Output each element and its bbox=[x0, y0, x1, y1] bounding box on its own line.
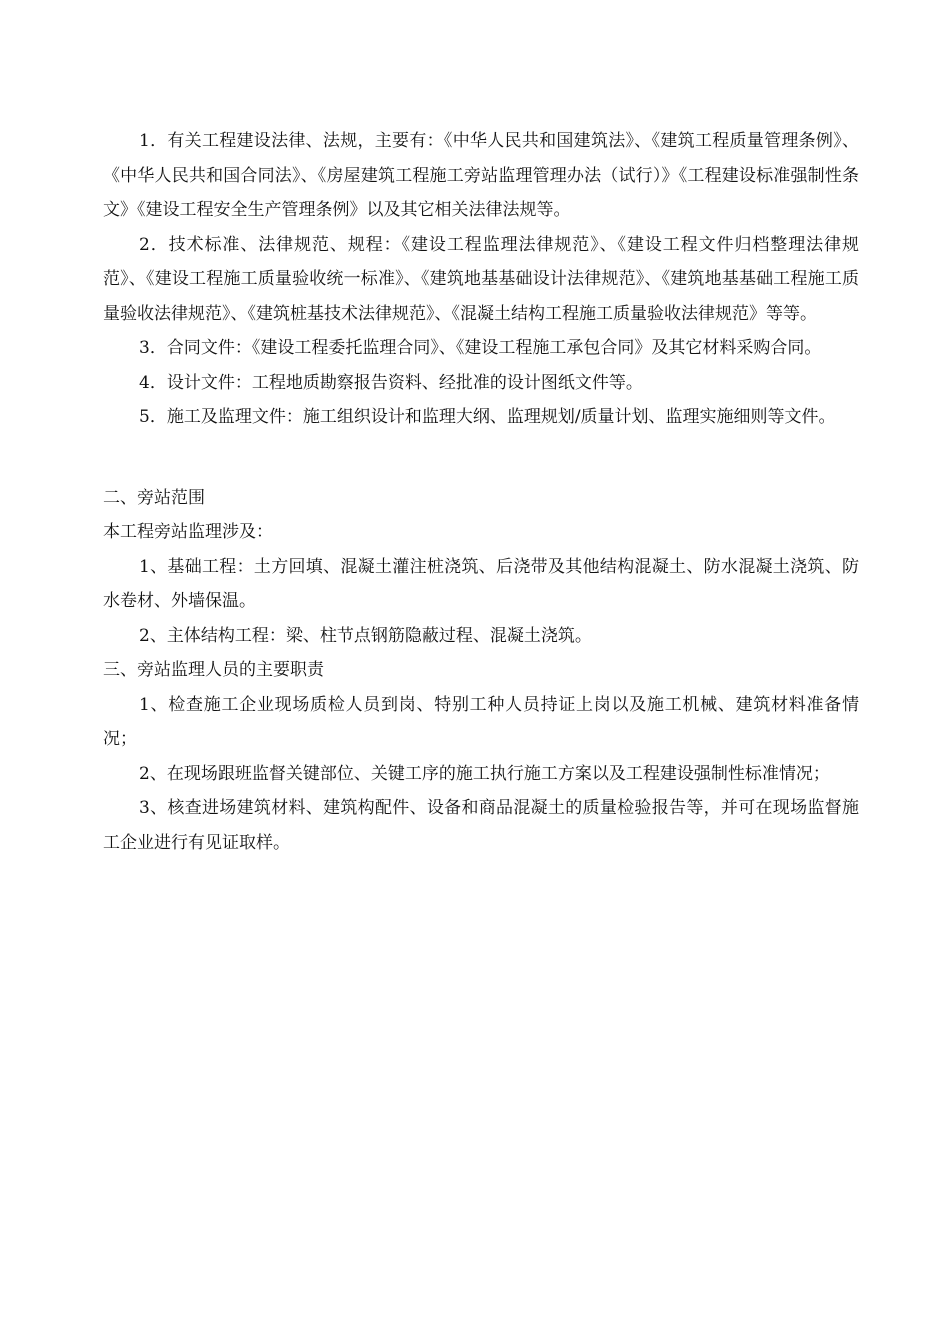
basis-item-standards: 2．技术标准、法律规范、规程：《建设工程监理法律规范》、《建设工程文件归档整理法律规范》、《建设工程施工质量验收统一标准》、《建筑地基基础设计法律规范》、《建筑地基基础工程施工质量验收法律规范》、《建筑桩基技术法律规范》、《混凝土结构工程施工质量验收法律规范》等等。 bbox=[103, 234, 859, 324]
section-heading-scope: 二、旁站范围 bbox=[103, 487, 205, 508]
basis-item-design: 4．设计文件：工程地质勘察报告资料、经批准的设计图纸文件等。 bbox=[139, 372, 643, 393]
scope-intro: 本工程旁站监理涉及： bbox=[103, 522, 273, 542]
basis-item-laws: 1．有关工程建设法律、法规，主要有：《中华人民共和国建筑法》、《建筑工程质量管理条例》、《中华人民共和国合同法》、《房屋建筑工程施工旁站监理管理办法（试行）》《工程建设标准强制性条文》《建设工程安全生产管理条例》以及其它相关法律法规等。 bbox=[103, 131, 859, 220]
scope-item-foundation: 1、基础工程：土方回填、混凝土灌注桩浇筑、后浇带及其他结构混凝土、防水混凝土浇筑、防水卷材、外墙保温。 bbox=[103, 556, 859, 611]
scope-item-structure: 2、主体结构工程：梁、柱节点钢筋隐蔽过程、混凝土浇筑。 bbox=[139, 625, 592, 646]
document-page bbox=[103, 124, 859, 860]
duty-item-inspection: 1、检查施工企业现场质检人员到岗、特别工种人员持证上岗以及施工机械、建筑材料准备情况； bbox=[103, 694, 859, 749]
basis-item-contracts: 3．合同文件：《建设工程委托监理合同》、《建设工程施工承包合同》及其它材料采购合同。 bbox=[139, 338, 822, 358]
section-spacer bbox=[103, 435, 859, 481]
section-heading-duties: 三、旁站监理人员的主要职责 bbox=[103, 660, 324, 680]
duty-item-supervision: 2、在现场跟班监督关键部位、关键工序的施工执行施工方案以及工程建设强制性标准情况； bbox=[139, 763, 830, 784]
basis-item-construction: 5．施工及监理文件：施工组织设计和监理大纲、监理规划/质量计划、监理实施细则等文件。 bbox=[139, 407, 836, 427]
duty-item-verification: 3、核查进场建筑材料、建筑构配件、设备和商品混凝土的质量检验报告等，并可在现场监督施工企业进行有见证取样。 bbox=[103, 798, 859, 853]
